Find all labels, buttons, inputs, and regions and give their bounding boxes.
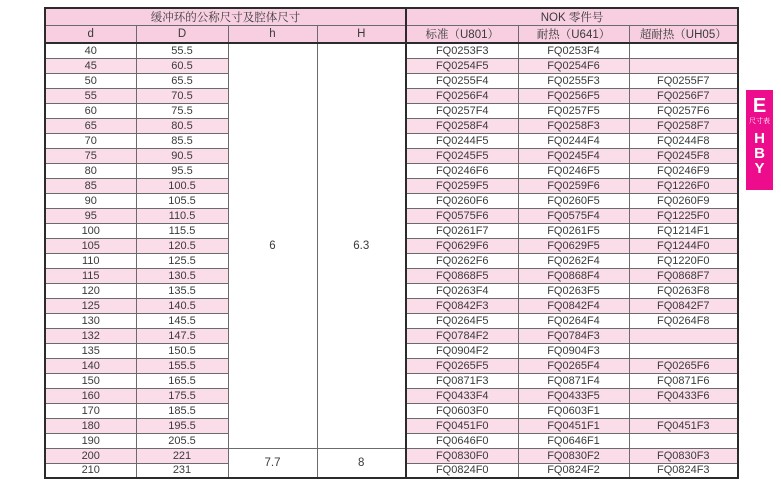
cell-superheat-part: FQ0255F7 xyxy=(629,73,738,88)
cell-standard-part: FQ0263F4 xyxy=(406,283,518,298)
cell-heat-part: FQ0784F3 xyxy=(518,328,629,343)
cell-heat-part: FQ0254F6 xyxy=(518,58,629,73)
cell-standard-part: FQ0258F4 xyxy=(406,118,518,133)
cell-heat-part: FQ0603F1 xyxy=(518,403,629,418)
cell-d: 90 xyxy=(45,193,136,208)
cell-standard-part: FQ0255F4 xyxy=(406,73,518,88)
cell-standard-part: FQ0245F5 xyxy=(406,148,518,163)
cell-d: 55 xyxy=(45,88,136,103)
cell-superheat-part xyxy=(629,328,738,343)
cell-superheat-part: FQ0868F7 xyxy=(629,268,738,283)
cell-heat-part: FQ0255F3 xyxy=(518,73,629,88)
cell-d: 95 xyxy=(45,208,136,223)
cell-heat-part: FQ0245F4 xyxy=(518,148,629,163)
cell-standard-part: FQ0842F3 xyxy=(406,298,518,313)
cell-standard-part: FQ0830F0 xyxy=(406,448,518,463)
col-header-D: D xyxy=(136,26,228,44)
dimension-part-table xyxy=(44,7,739,479)
cell-D: 231 xyxy=(136,463,228,478)
cell-superheat-part: FQ0433F6 xyxy=(629,388,738,403)
cell-superheat-part: FQ0842F7 xyxy=(629,298,738,313)
cell-D: 221 xyxy=(136,448,228,463)
cell-d: 160 xyxy=(45,388,136,403)
cell-D: 165.5 xyxy=(136,373,228,388)
cell-superheat-part: FQ1226F0 xyxy=(629,178,738,193)
table-column-header-row xyxy=(45,26,738,44)
col-header-heat-u641: 耐热（U641） xyxy=(518,26,629,44)
cell-h-merged: 6 xyxy=(228,43,317,448)
cell-D: 65.5 xyxy=(136,73,228,88)
col-header-h: h xyxy=(228,26,317,44)
cell-standard-part: FQ0253F3 xyxy=(406,43,518,58)
cell-superheat-part: FQ0830F3 xyxy=(629,448,738,463)
cell-standard-part: FQ0262F6 xyxy=(406,253,518,268)
cell-heat-part: FQ0246F5 xyxy=(518,163,629,178)
cell-d: 45 xyxy=(45,58,136,73)
col-header-H: H xyxy=(317,26,406,44)
cell-D: 90.5 xyxy=(136,148,228,163)
cell-D: 70.5 xyxy=(136,88,228,103)
col-header-d: d xyxy=(45,26,136,44)
cell-standard-part: FQ0784F2 xyxy=(406,328,518,343)
cell-superheat-part: FQ0257F6 xyxy=(629,103,738,118)
cell-d: 50 xyxy=(45,73,136,88)
cell-superheat-part xyxy=(629,43,738,58)
cell-heat-part: FQ0262F4 xyxy=(518,253,629,268)
cell-d: 140 xyxy=(45,358,136,373)
cell-D: 80.5 xyxy=(136,118,228,133)
cell-D: 120.5 xyxy=(136,238,228,253)
cell-heat-part: FQ0260F5 xyxy=(518,193,629,208)
cell-d: 115 xyxy=(45,268,136,283)
cell-standard-part: FQ0575F6 xyxy=(406,208,518,223)
cell-standard-part: FQ0871F3 xyxy=(406,373,518,388)
cell-superheat-part xyxy=(629,58,738,73)
cell-heat-part: FQ0244F4 xyxy=(518,133,629,148)
cell-superheat-part: FQ0871F6 xyxy=(629,373,738,388)
cell-d: 70 xyxy=(45,133,136,148)
cell-superheat-part: FQ0263F8 xyxy=(629,283,738,298)
cell-heat-part: FQ0830F2 xyxy=(518,448,629,463)
table-body xyxy=(45,43,738,478)
cell-h-merged: 7.7 xyxy=(228,448,317,478)
cell-superheat-part: FQ1225F0 xyxy=(629,208,738,223)
table-group-header-row xyxy=(45,8,738,26)
cell-D: 150.5 xyxy=(136,343,228,358)
tab-letter-b: B xyxy=(754,145,765,162)
cell-standard-part: FQ0256F4 xyxy=(406,88,518,103)
cell-d: 170 xyxy=(45,403,136,418)
cell-superheat-part: FQ1244F0 xyxy=(629,238,738,253)
cell-D: 175.5 xyxy=(136,388,228,403)
cell-superheat-part: FQ1214F1 xyxy=(629,223,738,238)
cell-standard-part: FQ0646F0 xyxy=(406,433,518,448)
cell-heat-part: FQ0868F4 xyxy=(518,268,629,283)
cell-D: 95.5 xyxy=(136,163,228,178)
dimension-group-header: 缓冲环的公称尺寸及腔体尺寸 xyxy=(45,8,406,26)
cell-d: 75 xyxy=(45,148,136,163)
cell-D: 195.5 xyxy=(136,418,228,433)
cell-heat-part: FQ0871F4 xyxy=(518,373,629,388)
tab-letter-h: H xyxy=(754,130,765,147)
cell-D: 205.5 xyxy=(136,433,228,448)
cell-d: 150 xyxy=(45,373,136,388)
cell-D: 147.5 xyxy=(136,328,228,343)
cell-standard-part: FQ0264F5 xyxy=(406,313,518,328)
cell-d: 132 xyxy=(45,328,136,343)
cell-D: 75.5 xyxy=(136,103,228,118)
cell-H-merged: 8 xyxy=(317,448,406,478)
cell-d: 125 xyxy=(45,298,136,313)
cell-standard-part: FQ0257F4 xyxy=(406,103,518,118)
table-row xyxy=(45,43,738,58)
cell-d: 135 xyxy=(45,343,136,358)
cell-heat-part: FQ0904F3 xyxy=(518,343,629,358)
cell-heat-part: FQ0451F1 xyxy=(518,418,629,433)
cell-superheat-part: FQ0451F3 xyxy=(629,418,738,433)
cell-superheat-part: FQ0258F7 xyxy=(629,118,738,133)
cell-D: 60.5 xyxy=(136,58,228,73)
cell-superheat-part: FQ0260F9 xyxy=(629,193,738,208)
cell-D: 140.5 xyxy=(136,298,228,313)
cell-standard-part: FQ0824F0 xyxy=(406,463,518,478)
cell-D: 105.5 xyxy=(136,193,228,208)
cell-heat-part: FQ0265F4 xyxy=(518,358,629,373)
cell-D: 115.5 xyxy=(136,223,228,238)
cell-standard-part: FQ0254F5 xyxy=(406,58,518,73)
cell-heat-part: FQ0253F4 xyxy=(518,43,629,58)
col-header-superheat-uh05: 超耐热（UH05） xyxy=(629,26,738,44)
cell-D: 85.5 xyxy=(136,133,228,148)
cell-standard-part: FQ0904F2 xyxy=(406,343,518,358)
nok-group-header: NOK 零件号 xyxy=(406,8,738,26)
cell-d: 120 xyxy=(45,283,136,298)
cell-superheat-part: FQ0256F7 xyxy=(629,88,738,103)
cell-superheat-part: FQ0265F6 xyxy=(629,358,738,373)
cell-D: 125.5 xyxy=(136,253,228,268)
cell-superheat-part xyxy=(629,343,738,358)
cell-heat-part: FQ0258F3 xyxy=(518,118,629,133)
cell-d: 200 xyxy=(45,448,136,463)
cell-heat-part: FQ0261F5 xyxy=(518,223,629,238)
cell-standard-part: FQ0603F0 xyxy=(406,403,518,418)
cell-superheat-part: FQ1220F0 xyxy=(629,253,738,268)
cell-heat-part: FQ0257F5 xyxy=(518,103,629,118)
cell-heat-part: FQ0263F5 xyxy=(518,283,629,298)
cell-superheat-part xyxy=(629,403,738,418)
cell-D: 130.5 xyxy=(136,268,228,283)
cell-standard-part: FQ0868F5 xyxy=(406,268,518,283)
tab-letter-e: E xyxy=(752,95,767,117)
cell-heat-part: FQ0824F2 xyxy=(518,463,629,478)
cell-superheat-part xyxy=(629,433,738,448)
cell-superheat-part: FQ0264F8 xyxy=(629,313,738,328)
table-row xyxy=(45,448,738,463)
cell-standard-part: FQ0246F6 xyxy=(406,163,518,178)
cell-D: 100.5 xyxy=(136,178,228,193)
cell-standard-part: FQ0265F5 xyxy=(406,358,518,373)
cell-superheat-part: FQ0246F9 xyxy=(629,163,738,178)
cell-d: 100 xyxy=(45,223,136,238)
cell-standard-part: FQ0259F5 xyxy=(406,178,518,193)
cell-d: 210 xyxy=(45,463,136,478)
cell-D: 155.5 xyxy=(136,358,228,373)
tab-letter-y: Y xyxy=(754,160,765,177)
cell-D: 55.5 xyxy=(136,43,228,58)
cell-heat-part: FQ0646F1 xyxy=(518,433,629,448)
tab-label-size-chart: 尺寸表 xyxy=(749,118,770,125)
cell-heat-part: FQ0433F5 xyxy=(518,388,629,403)
cell-heat-part: FQ0575F4 xyxy=(518,208,629,223)
cell-d: 105 xyxy=(45,238,136,253)
cell-d: 60 xyxy=(45,103,136,118)
cell-standard-part: FQ0629F6 xyxy=(406,238,518,253)
cell-heat-part: FQ0256F5 xyxy=(518,88,629,103)
cell-d: 80 xyxy=(45,163,136,178)
cell-d: 180 xyxy=(45,418,136,433)
cell-d: 85 xyxy=(45,178,136,193)
cell-d: 40 xyxy=(45,43,136,58)
cell-standard-part: FQ0451F0 xyxy=(406,418,518,433)
cell-d: 65 xyxy=(45,118,136,133)
cell-standard-part: FQ0433F4 xyxy=(406,388,518,403)
cell-d: 110 xyxy=(45,253,136,268)
cell-superheat-part: FQ0245F8 xyxy=(629,148,738,163)
cell-d: 130 xyxy=(45,313,136,328)
side-tab-index xyxy=(746,90,773,190)
cell-standard-part: FQ0261F7 xyxy=(406,223,518,238)
cell-heat-part: FQ0259F6 xyxy=(518,178,629,193)
cell-superheat-part: FQ0824F3 xyxy=(629,463,738,478)
cell-standard-part: FQ0244F5 xyxy=(406,133,518,148)
cell-heat-part: FQ0842F4 xyxy=(518,298,629,313)
cell-standard-part: FQ0260F6 xyxy=(406,193,518,208)
cell-heat-part: FQ0264F4 xyxy=(518,313,629,328)
cell-D: 110.5 xyxy=(136,208,228,223)
cell-D: 145.5 xyxy=(136,313,228,328)
cell-D: 135.5 xyxy=(136,283,228,298)
cell-D: 185.5 xyxy=(136,403,228,418)
cell-heat-part: FQ0629F5 xyxy=(518,238,629,253)
col-header-standard-u801: 标准（U801） xyxy=(406,26,518,44)
cell-superheat-part: FQ0244F8 xyxy=(629,133,738,148)
cell-d: 190 xyxy=(45,433,136,448)
cell-H-merged: 6.3 xyxy=(317,43,406,448)
